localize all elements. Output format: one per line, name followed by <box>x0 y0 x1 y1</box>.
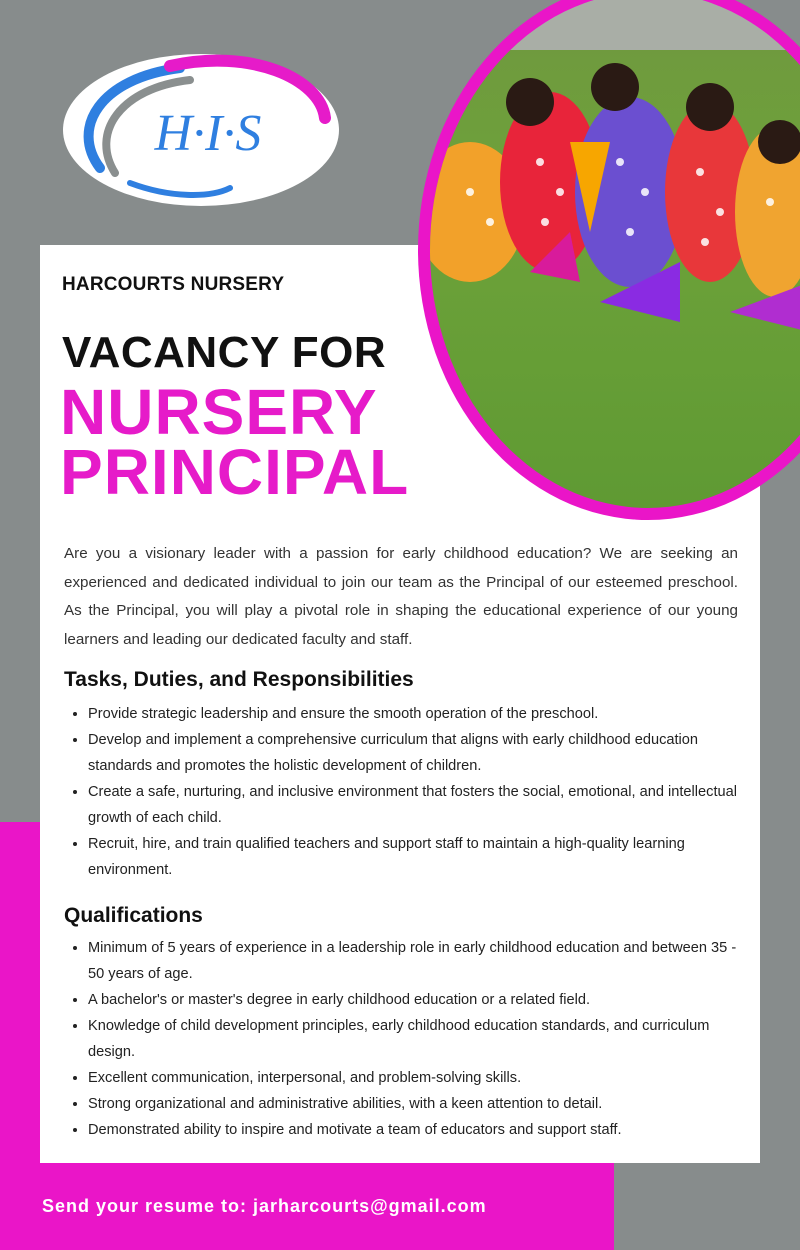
list-item: • Excellent communication, interpersonal, and problem-solving skills. <box>88 1065 748 1091</box>
list-item: • Create a safe, nurturing, and inclusive environment that fosters the social, emotional, and intellectual growth of each child. <box>88 779 748 831</box>
organization-name: HARCOURTS NURSERY <box>62 274 285 295</box>
qualifications-list <box>64 935 748 1143</box>
his-logo <box>60 48 342 208</box>
contact-email-line: Send your resume to: jarharcourts@gmail.com <box>42 1196 487 1216</box>
children-photo <box>430 0 800 508</box>
list-item: • Recruit, hire, and train qualified teachers and support staff to maintain a high-quality learning environment. <box>88 831 748 883</box>
photo-frame <box>418 0 800 520</box>
role-title-line2: PRINCIPAL <box>60 436 410 508</box>
role-title-line1: NURSERY <box>60 376 378 448</box>
list-item: • Develop and implement a comprehensive curriculum that aligns with early childhood education standards and promotes the holistic development of children. <box>88 727 748 779</box>
list-item: • Strong organizational and administrative abilities, with a keen attention to detail. <box>88 1091 748 1117</box>
list-item: • Provide strategic leadership and ensure the smooth operation of the preschool. <box>88 701 748 727</box>
list-item: • Minimum of 5 years of experience in a leadership role in early childhood education and between 35 - 50 years of age. <box>88 935 748 987</box>
qualifications-heading: Qualifications <box>64 904 203 927</box>
vacancy-label: VACANCY FOR <box>62 328 387 377</box>
list-item: • A bachelor's or master's degree in early childhood education or a related field. <box>88 987 748 1013</box>
logo-text: H·I·S <box>154 105 262 162</box>
intro-paragraph: Are you a visionary leader with a passion for early childhood education? We are seeking an experienced and dedicated individual to join our team as the Principal of our esteemed preschool. As the Principal, you will play a pivotal role in shaping the educational experience of our young learners and leading our dedicated faculty and staff. <box>64 545 738 648</box>
role-title <box>60 376 410 508</box>
list-item: • Knowledge of child development principles, early childhood education standards, and curriculum design. <box>88 1013 748 1065</box>
list-item: • Demonstrated ability to inspire and motivate a team of educators and support staff. <box>88 1117 748 1143</box>
duties-list <box>64 701 748 883</box>
duties-heading: Tasks, Duties, and Responsibilities <box>64 668 414 691</box>
